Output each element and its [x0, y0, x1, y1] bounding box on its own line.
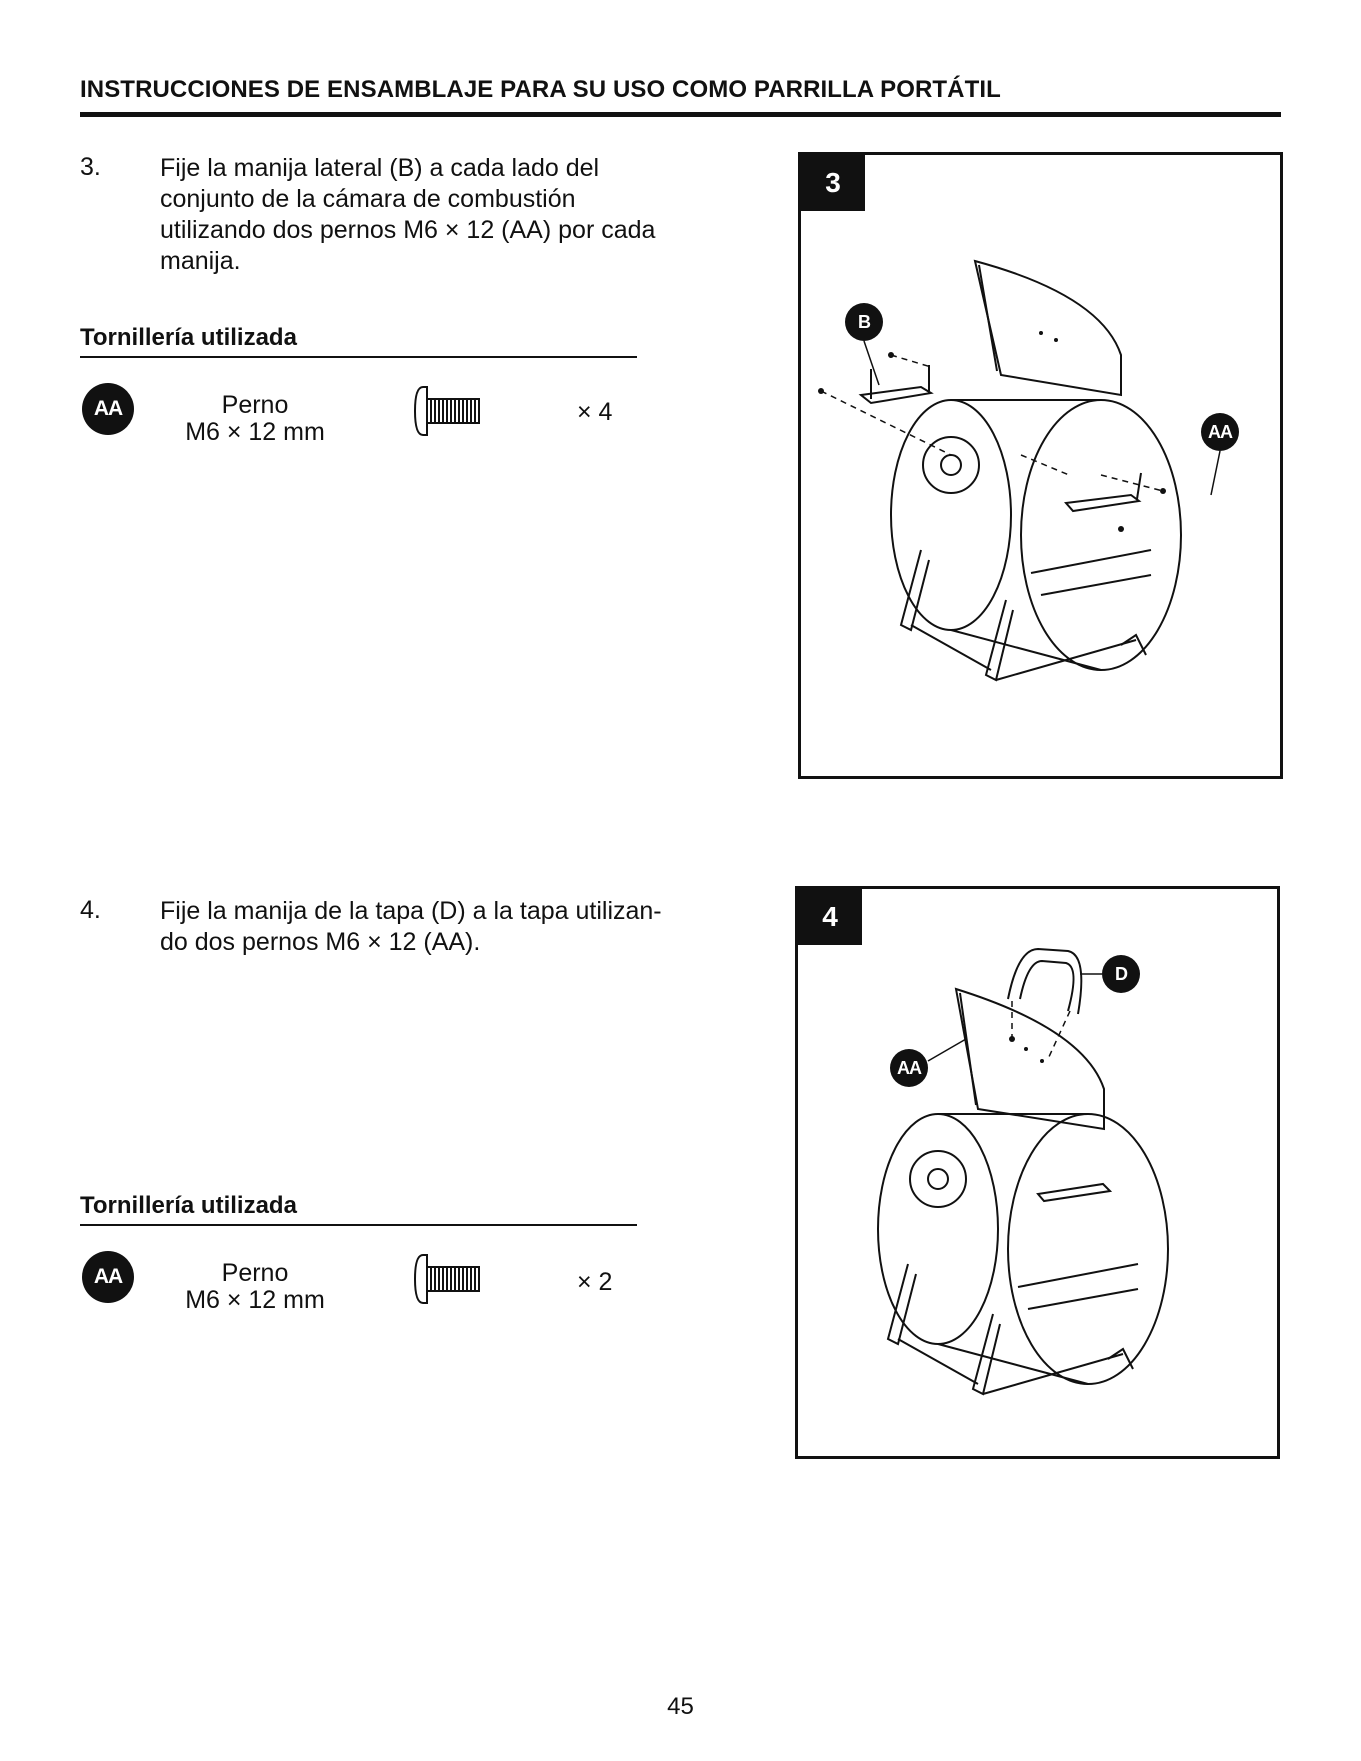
- bolt-icon: [413, 1251, 485, 1307]
- step-instructions: [160, 896, 720, 958]
- header-rule: [80, 112, 1281, 117]
- hardware-title: Tornillería utilizada: [80, 1192, 297, 1219]
- figure-step-3: [798, 152, 1283, 779]
- hardware-badge: AA: [82, 383, 134, 435]
- part-spec-line: M6 × 12 mm: [185, 418, 325, 446]
- bolt-icon: [413, 383, 485, 439]
- step-number: 4.: [80, 896, 101, 924]
- callout-b: B: [845, 303, 883, 341]
- instruction-line: Fije la manija lateral (B) a cada lado del: [160, 154, 600, 182]
- figure-tag: 4: [798, 889, 862, 945]
- instruction-line: Fije la manija de la tapa (D) a la tapa utilizan-: [160, 897, 662, 925]
- instruction-line: manija.: [160, 247, 241, 275]
- callout-leaders: [801, 155, 1280, 776]
- part-name: [155, 1260, 355, 1314]
- instruction-line: utilizando dos pernos M6 × 12 (AA) por cada: [160, 216, 656, 244]
- hardware-rule: [80, 356, 637, 358]
- callout-aa: AA: [890, 1049, 928, 1087]
- page-number: 45: [667, 1693, 694, 1720]
- hardware-rule: [80, 1224, 637, 1226]
- figure-tag: 3: [801, 155, 865, 211]
- quantity: × 2: [577, 1268, 613, 1296]
- figure-step-4: [795, 886, 1280, 1459]
- quantity: × 4: [577, 398, 613, 426]
- step-number: 3.: [80, 153, 101, 181]
- callout-d: D: [1102, 955, 1140, 993]
- instruction-line: do dos pernos M6 × 12 (AA).: [160, 928, 481, 956]
- hardware-title: Tornillería utilizada: [80, 324, 297, 351]
- part-spec-line: M6 × 12 mm: [185, 1286, 325, 1314]
- part-name-line: Perno: [221, 391, 289, 419]
- instruction-line: conjunto de la cámara de combustión: [160, 185, 576, 213]
- part-name: [155, 392, 355, 446]
- part-name-line: Perno: [221, 1259, 289, 1287]
- hardware-badge: AA: [82, 1251, 134, 1303]
- step-instructions: [160, 153, 720, 277]
- callout-aa: AA: [1201, 413, 1239, 451]
- callout-leaders: [798, 889, 1277, 1456]
- page-header: INSTRUCCIONES DE ENSAMBLAJE PARA SU USO COMO PARRILLA PORTÁTIL: [80, 76, 1001, 103]
